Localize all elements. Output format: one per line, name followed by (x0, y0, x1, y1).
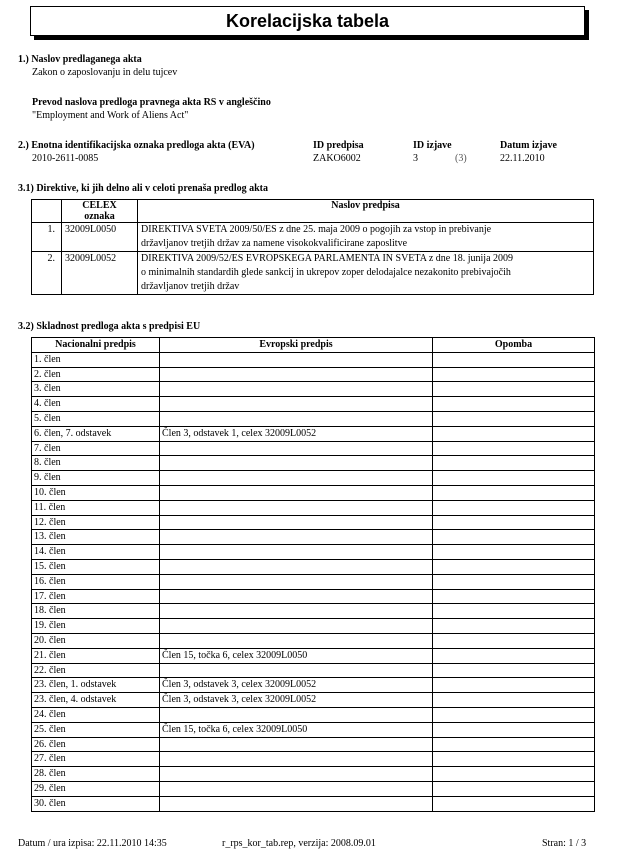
opomba-cell (433, 367, 595, 382)
directives-table (31, 199, 594, 295)
evropski-cell (160, 781, 433, 796)
compliance-row (32, 752, 595, 767)
evropski-cell (160, 663, 433, 678)
page-title: Korelacijska tabela (225, 10, 390, 31)
evropski-cell: Člen 15, točka 6, celex 32009L0050 (160, 722, 433, 737)
footer-datum: Datum / ura izpisa: 22.11.2010 14:35 (18, 838, 167, 849)
evropski-cell (160, 367, 433, 382)
compliance-row (32, 530, 595, 545)
nacionalni-cell: 26. člen (32, 737, 160, 752)
opomba-cell (433, 752, 595, 767)
compliance-row (32, 397, 595, 412)
nacionalni-cell: 27. člen (32, 752, 160, 767)
s1-value: Zakon o zaposlovanju in delu tujcev (32, 67, 178, 78)
compliance-row (32, 781, 595, 796)
nacionalni-cell: 13. člen (32, 530, 160, 545)
id-predpisa-value: ZAKO6002 (313, 153, 361, 164)
nacionalni-cell: 23. člen, 4. odstavek (32, 693, 160, 708)
opomba-cell (433, 545, 595, 560)
nacionalni-cell: 17. člen (32, 589, 160, 604)
opomba-cell (433, 397, 595, 412)
opomba-cell (433, 589, 595, 604)
nacionalni-cell: 12. člen (32, 515, 160, 530)
id-predpisa-label: ID predpisa (313, 140, 364, 151)
nacionalni-cell: 20. člen (32, 633, 160, 648)
opomba-cell (433, 722, 595, 737)
evropski-cell (160, 767, 433, 782)
compliance-row (32, 633, 595, 648)
nacionalni-cell: 22. člen (32, 663, 160, 678)
nacionalni-cell: 3. člen (32, 382, 160, 397)
opomba-cell (433, 441, 595, 456)
s32-heading: 3.2) Skladnost predloga akta s predpisi EU (18, 321, 201, 332)
opomba-cell (433, 352, 595, 367)
evropski-cell (160, 589, 433, 604)
col-opomba: Opomba (433, 338, 595, 353)
nacionalni-cell: 4. člen (32, 397, 160, 412)
compliance-row (32, 515, 595, 530)
compliance-row (32, 604, 595, 619)
compliance-row (32, 663, 595, 678)
evropski-cell (160, 485, 433, 500)
directives-header-row (32, 200, 594, 223)
compliance-row (32, 411, 595, 426)
compliance-row (32, 589, 595, 604)
evropski-cell (160, 411, 433, 426)
opomba-cell (433, 767, 595, 782)
nacionalni-cell: 1. člen (32, 352, 160, 367)
datum-izjave-value: 22.11.2010 (500, 153, 545, 164)
evropski-cell (160, 707, 433, 722)
compliance-row (32, 456, 595, 471)
nacionalni-cell: 8. člen (32, 456, 160, 471)
opomba-cell (433, 737, 595, 752)
nacionalni-cell: 7. člen (32, 441, 160, 456)
directive-row: 1. 32009L0050 DIREKTIVA SVETA 2009/50/ES z dne 25. maja 2009 o pogojih za vstop in prebivanje državljanov tretjih držav za namene visokokvalificirane zaposlitve (32, 223, 594, 252)
nacionalni-cell: 28. člen (32, 767, 160, 782)
compliance-row (32, 471, 595, 486)
nacionalni-cell: 15. člen (32, 559, 160, 574)
nacionalni-cell: 23. člen, 1. odstavek (32, 678, 160, 693)
evropski-cell (160, 397, 433, 412)
evropski-cell (160, 382, 433, 397)
evropski-cell (160, 515, 433, 530)
nacionalni-cell: 11. člen (32, 500, 160, 515)
evropski-cell (160, 737, 433, 752)
opomba-cell (433, 796, 595, 811)
evropski-cell (160, 456, 433, 471)
id-izjave-value: 3 (413, 153, 418, 164)
evropski-cell: Člen 3, odstavek 3, celex 32009L0052 (160, 693, 433, 708)
nacionalni-cell: 30. člen (32, 796, 160, 811)
compliance-row (32, 352, 595, 367)
compliance-row (32, 485, 595, 500)
nacionalni-cell: 5. člen (32, 411, 160, 426)
compliance-row (32, 367, 595, 382)
evropski-cell (160, 574, 433, 589)
evropski-cell (160, 633, 433, 648)
opomba-cell (433, 633, 595, 648)
s2-heading: 2.) Enotna identifikacijska oznaka predloga akta (EVA) (18, 140, 255, 151)
opomba-cell (433, 382, 595, 397)
nacionalni-cell: 16. člen (32, 574, 160, 589)
compliance-row (32, 559, 595, 574)
compliance-row (32, 426, 595, 441)
opomba-cell (433, 663, 595, 678)
compliance-row (32, 737, 595, 752)
evropski-cell (160, 619, 433, 634)
evropski-cell (160, 530, 433, 545)
compliance-header-row (32, 338, 595, 353)
evropski-cell (160, 500, 433, 515)
compliance-row (32, 648, 595, 663)
s1-translation-heading: Prevod naslova predloga pravnega akta RS v angleščino (32, 97, 271, 108)
opomba-cell (433, 619, 595, 634)
s1-heading: 1.) Naslov predlaganega akta (18, 54, 142, 65)
opomba-cell (433, 411, 595, 426)
compliance-row (32, 500, 595, 515)
evropski-cell (160, 796, 433, 811)
nacionalni-cell: 24. člen (32, 707, 160, 722)
datum-izjave-label: Datum izjave (500, 140, 557, 151)
compliance-row (32, 441, 595, 456)
title-box (30, 6, 585, 36)
compliance-row (32, 722, 595, 737)
opomba-cell (433, 693, 595, 708)
id-izjave-paren: (3) (455, 153, 467, 164)
opomba-cell (433, 678, 595, 693)
col-nacionalni: Nacionalni predpis (32, 338, 160, 353)
s31-heading: 3.1) Direktive, ki jih delno ali v celoti prenaša predlog akta (18, 183, 269, 194)
evropski-cell (160, 352, 433, 367)
evropski-cell (160, 471, 433, 486)
opomba-cell (433, 707, 595, 722)
nacionalni-cell: 18. člen (32, 604, 160, 619)
compliance-row (32, 678, 595, 693)
eva-value: 2010-2611-0085 (32, 153, 99, 164)
opomba-cell (433, 426, 595, 441)
nacionalni-cell: 10. člen (32, 485, 160, 500)
compliance-row (32, 693, 595, 708)
compliance-row (32, 574, 595, 589)
evropski-cell: Člen 3, odstavek 1, celex 32009L0052 (160, 426, 433, 441)
compliance-table (31, 337, 595, 812)
col-evropski: Evropski predpis (160, 338, 433, 353)
opomba-cell (433, 485, 595, 500)
s1-translation-value: "Employment and Work of Aliens Act" (32, 110, 189, 121)
col-naslov: Naslov predpisa (138, 200, 594, 223)
id-izjave-label: ID izjave (413, 140, 452, 151)
footer-page: Stran: 1 / 3 (542, 838, 587, 849)
col-celex: CELEX oznaka (62, 200, 138, 223)
opomba-cell (433, 471, 595, 486)
nacionalni-cell: 14. člen (32, 545, 160, 560)
footer-report: r_rps_kor_tab.rep, verzija: 2008.09.01 (222, 838, 376, 849)
nacionalni-cell: 25. člen (32, 722, 160, 737)
nacionalni-cell: 21. člen (32, 648, 160, 663)
compliance-row (32, 619, 595, 634)
opomba-cell (433, 781, 595, 796)
opomba-cell (433, 500, 595, 515)
evropski-cell (160, 752, 433, 767)
evropski-cell (160, 604, 433, 619)
evropski-cell (160, 559, 433, 574)
nacionalni-cell: 6. člen, 7. odstavek (32, 426, 160, 441)
evropski-cell (160, 545, 433, 560)
compliance-row (32, 382, 595, 397)
nacionalni-cell: 9. člen (32, 471, 160, 486)
compliance-row (32, 767, 595, 782)
nacionalni-cell: 19. člen (32, 619, 160, 634)
nacionalni-cell: 2. člen (32, 367, 160, 382)
directive-row: 2. 32009L0052 DIREKTIVA 2009/52/ES EVROPSKEGA PARLAMENTA IN SVETA z dne 18. junija 2009 o minimalnih standardih glede sankcij in ukrepov zoper delodajalce nezakonito prebivajočih državljanov tretjih držav (32, 252, 594, 295)
opomba-cell (433, 574, 595, 589)
compliance-row (32, 545, 595, 560)
opomba-cell (433, 559, 595, 574)
opomba-cell (433, 456, 595, 471)
opomba-cell (433, 604, 595, 619)
opomba-cell (433, 648, 595, 663)
evropski-cell (160, 441, 433, 456)
evropski-cell: Člen 3, odstavek 3, celex 32009L0052 (160, 678, 433, 693)
compliance-row (32, 796, 595, 811)
nacionalni-cell: 29. člen (32, 781, 160, 796)
opomba-cell (433, 515, 595, 530)
compliance-row (32, 707, 595, 722)
evropski-cell: Člen 15, točka 6, celex 32009L0050 (160, 648, 433, 663)
opomba-cell (433, 530, 595, 545)
